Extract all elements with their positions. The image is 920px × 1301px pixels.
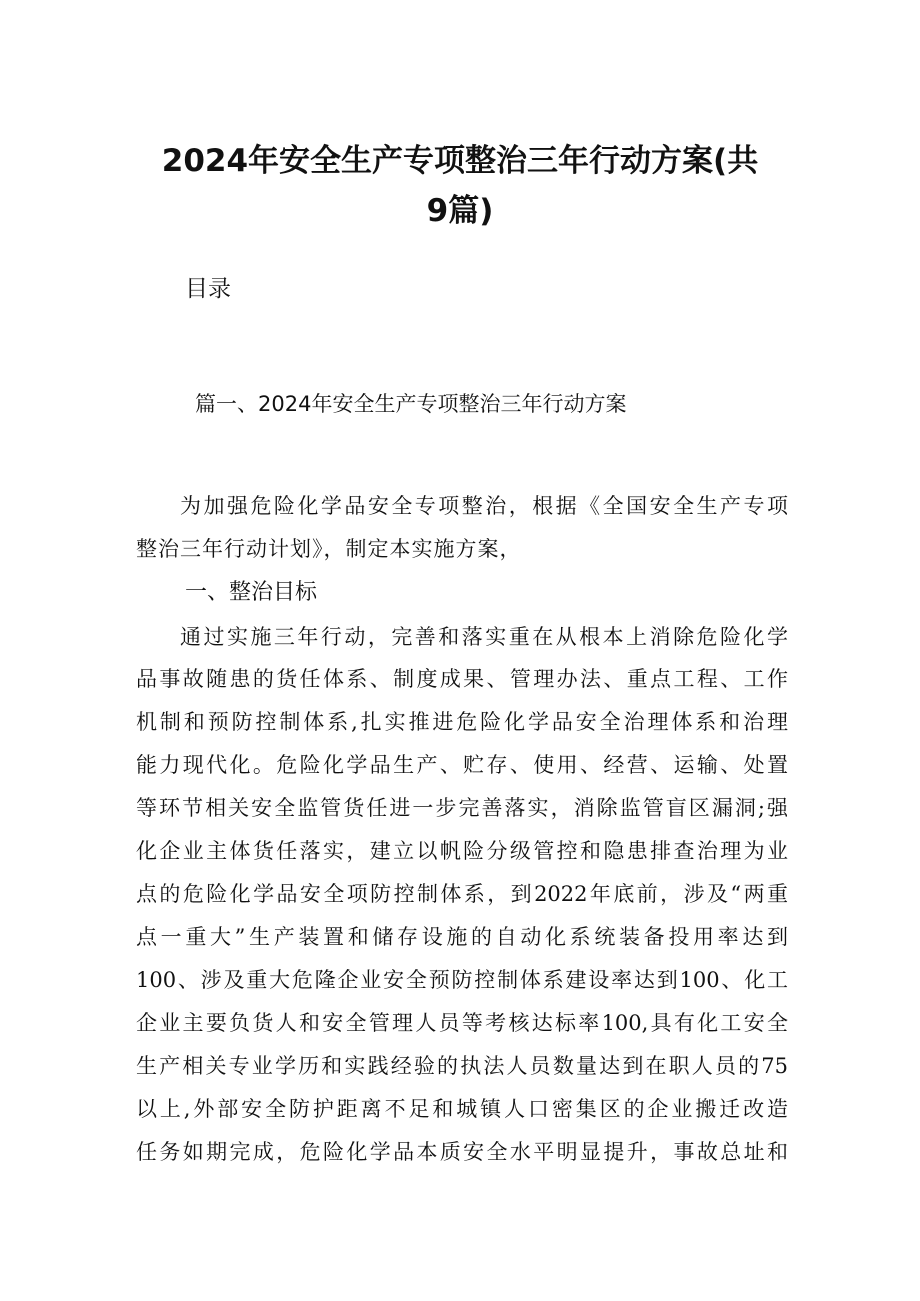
- body-line: 点一重大”生产装置和储存设施的自动化系统装备投用率达到: [136, 925, 788, 949]
- body-line: 等环节相关安全监管货任进一步完善落实，消除监管盲区漏洞;强: [136, 796, 788, 820]
- body-line: 化企业主体货任落实，建立以帆险分级管控和隐患排查治理为业: [136, 839, 788, 863]
- intro-line: 为加强危险化学品安全专项整治，根据《全国安全生产专项: [180, 494, 788, 518]
- body-line: 以上,外部安全防护距离不足和城镇人口密集区的企业搬迁改造: [136, 1097, 788, 1121]
- intro-line: 整治三年行动计划》，制定本实施方案，: [136, 537, 522, 561]
- body-line: 企业主要负货人和安全管理人员等考核达标率100,具有化工安全: [136, 1011, 788, 1035]
- body-line: 100、涉及重大危隆企业安全预防控制体系建设率达到100、化工: [136, 968, 788, 992]
- body-line: 能力现代化。危险化学品生产、贮存、使用、经营、运输、处置: [136, 753, 788, 777]
- body-line: 生产相关专业学历和实践经验的执法人员数量达到在职人员的75: [136, 1054, 788, 1078]
- body-line: 机制和预防控制体系,扎实推进危险化学品安全治理体系和治理: [136, 710, 788, 734]
- table-of-contents-label: 目录: [185, 276, 231, 302]
- chapter-title: 篇一、2024年安全生产专项整治三年行动方案: [195, 392, 627, 416]
- document-title-line-1: 2024年安全生产专项整治三年行动方案(共: [161, 143, 759, 179]
- document-title-line-2: 9篇): [426, 193, 494, 229]
- section-heading: 一、整治目标: [185, 580, 318, 605]
- body-line: 任务如期完成，危险化学品本质安全水平明显提升，事故总址和: [136, 1140, 788, 1164]
- body-line: 点的危险化学品安全项防控制体系，到2022年底前，涉及“两重: [136, 882, 788, 906]
- body-line: 品事故随患的货任体系、制度成果、管理办法、重点工程、工作: [136, 667, 788, 691]
- body-line: 通过实施三年行动，完善和落实重在从根本上消除危险化学: [180, 625, 788, 649]
